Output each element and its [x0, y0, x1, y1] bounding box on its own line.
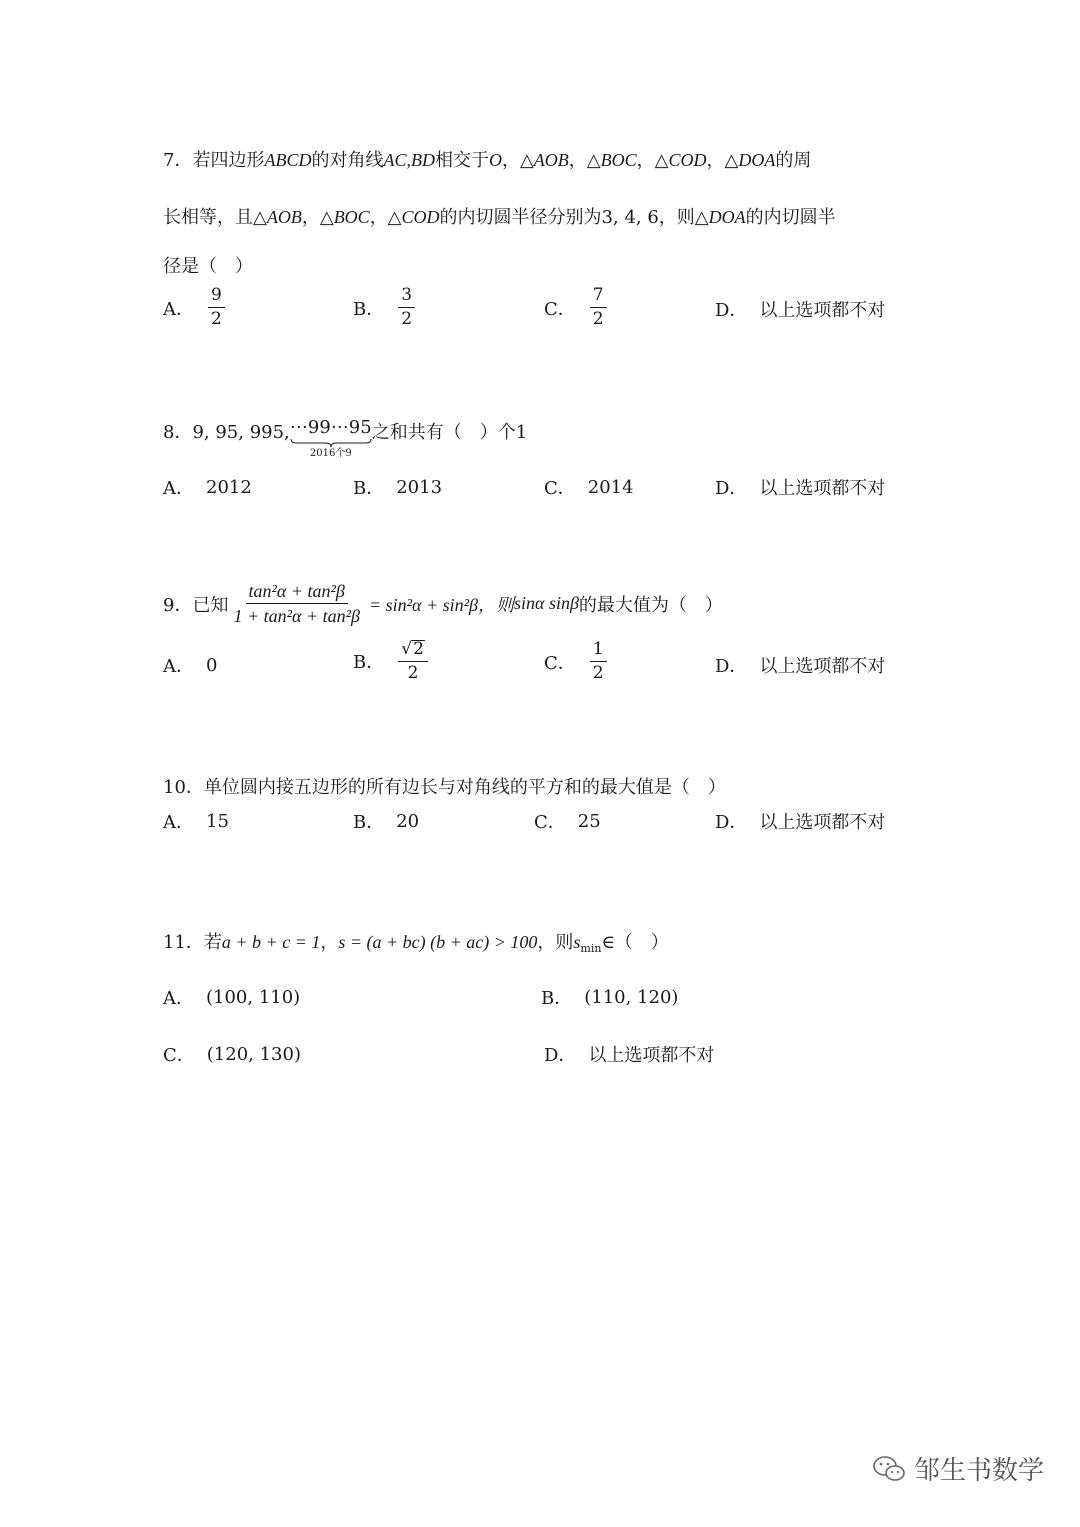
watermark-text: 邹生书数学 — [913, 1456, 1044, 1486]
fraction: $\frac{3}{2}$ — [398, 287, 415, 328]
q8-option-c: C． 2014 — [544, 476, 634, 499]
q10-option-a: A． 15 — [163, 810, 229, 833]
q7-stem-line1: 7．若四边形ABCD的对角线AC,BD相交于O，△AOB，△BOC，△COD，△DOA的周 — [163, 150, 812, 171]
q8-option-d: D． 以上选项都不对 — [715, 478, 886, 499]
q9-option-a: A． 0 — [163, 654, 218, 677]
q9-option-d: D． 以上选项都不对 — [715, 656, 886, 677]
q7-option-c: C． $\frac{7}{2}$ — [544, 287, 609, 328]
q7-option-a: A． $\frac{9}{2}$ — [163, 287, 227, 328]
q10-option-b: B． 20 — [353, 810, 420, 833]
fraction: $\frac{7}{2}$ — [590, 287, 607, 328]
fraction: √ 2 2 — [398, 640, 428, 682]
q11-option-b: B． (110, 120) — [541, 986, 679, 1009]
q9-stem: 9．已知 $\frac{\text{tan²α + tan²β}}{\text{1 + tan²α + tan²β}}$ = sin²α + sin²β，则 sinα sinβ 的最大值为（ ） — [163, 581, 723, 626]
q11-option-a: A． (100, 110) — [163, 986, 301, 1009]
q7-stem-line3: 径是（ ） — [163, 256, 253, 277]
q10-stem: 10．单位圆内接五边形的所有边长与对角线的平方和的最大值是（ ） — [163, 777, 726, 798]
fraction: $\frac{9}{2}$ — [208, 287, 225, 328]
underbrace-group: ⋯99⋯95 2016个9 — [289, 417, 372, 459]
q9-option-b: B． √ 2 2 — [353, 640, 430, 682]
fraction: $\frac{1}{2}$ — [590, 641, 607, 682]
q7-option-d: D． 以上选项都不对 — [715, 300, 886, 321]
q7-stem-line2: 长相等，且△AOB，△BOC，△COD的内切圆半径分别为3, 4, 6，则△DOA的内切圆半 — [163, 207, 836, 228]
q8-stem: 8．9, 95, 995, ⋯99⋯95 2016个9 之和共有（ ）个1 — [163, 417, 528, 459]
wechat-icon — [872, 1455, 906, 1483]
q9-option-c: C． $\frac{1}{2}$ — [544, 641, 609, 682]
q8-option-b: B． 2013 — [353, 476, 443, 499]
sqrt: √ 2 — [401, 639, 424, 659]
q11-option-c: C． (120, 130) — [163, 1043, 301, 1066]
q11-option-d: D． 以上选项都不对 — [544, 1045, 715, 1066]
watermark — [872, 1450, 1044, 1487]
q10-option-c: C． 25 — [534, 810, 601, 833]
q11-stem: 11．若a + b + c = 1，s = (a + bc) (b + ac) > 100，则$s_{min}\in$（ ） — [163, 932, 669, 955]
q7-option-b: B． $\frac{3}{2}$ — [353, 287, 417, 328]
q9-fraction: $\frac{\text{tan²α + tan²β}}{\text{1 + tan²α + tan²β}}$ — [233, 581, 360, 626]
underbrace — [290, 438, 372, 448]
q10-option-d: D． 以上选项都不对 — [715, 812, 886, 833]
q8-option-a: A． 2012 — [163, 476, 252, 499]
